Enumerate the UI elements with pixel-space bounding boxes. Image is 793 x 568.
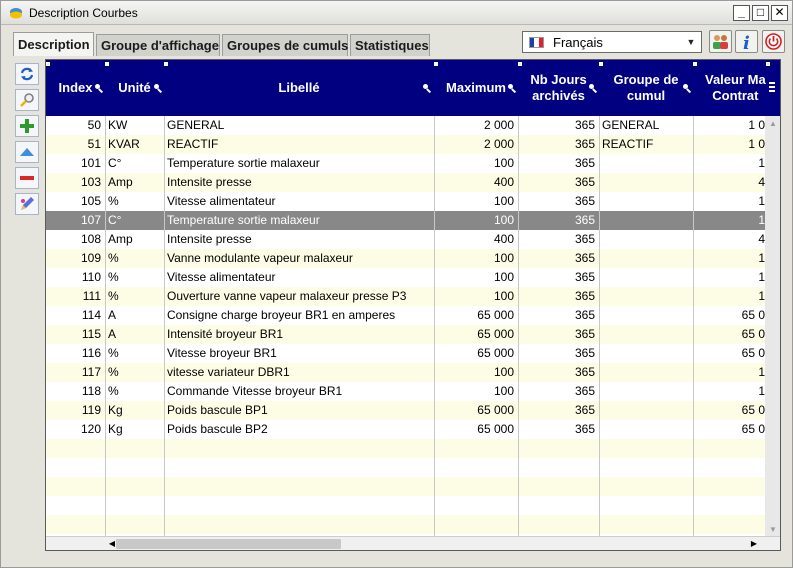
cell-maximum: 400 — [493, 232, 514, 246]
table-row[interactable] — [46, 135, 765, 154]
cell-libelle: Commande Vitesse broyeur BR1 — [167, 384, 343, 398]
chevron-down-icon[interactable]: ▼ — [686, 37, 696, 47]
table-row[interactable] — [46, 306, 765, 325]
col-header-nb-jours[interactable]: Nb Jours archivés — [530, 72, 587, 103]
cell-groupe — [602, 230, 691, 249]
move-up-icon — [19, 144, 35, 160]
cell-maximum: 400 — [493, 175, 514, 189]
column-divider — [693, 116, 694, 538]
move-up-button[interactable] — [15, 141, 39, 163]
table-row[interactable] — [46, 192, 765, 211]
empty-row — [46, 515, 765, 534]
cell-index: 117 — [81, 365, 101, 379]
minimize-button[interactable]: _ — [733, 5, 750, 21]
header-marker — [46, 62, 50, 66]
cell-maximum: 65 000 — [477, 308, 514, 322]
sort-index-icon[interactable] — [95, 84, 105, 94]
cell-groupe — [602, 268, 691, 287]
col-header-maximum[interactable]: Maximum — [446, 80, 506, 95]
cell-maximum: 100 — [493, 251, 514, 265]
cell-index: 51 — [87, 137, 101, 151]
refresh-icon — [19, 66, 35, 82]
cell-jours: 365 — [574, 308, 595, 322]
title-bar[interactable] — [1, 1, 792, 25]
svg-text:i: i — [743, 33, 750, 51]
cell-libelle: Intensite presse — [167, 232, 252, 246]
cell-valeur: 1 — [758, 194, 765, 208]
tab-description[interactable]: Description — [13, 32, 94, 56]
add-button[interactable] — [15, 115, 39, 137]
cell-unite: % — [108, 251, 119, 265]
cell-unite: KVAR — [108, 137, 140, 151]
cell-valeur: 1 — [758, 289, 765, 303]
cell-unite: Amp — [108, 175, 133, 189]
cell-valeur: 65 0 — [741, 422, 765, 436]
header-marker — [599, 62, 603, 66]
scroll-down-icon[interactable]: ▼ — [769, 525, 777, 534]
cell-index: 118 — [81, 384, 101, 398]
cell-valeur: 65 0 — [741, 308, 765, 322]
refresh-button[interactable] — [15, 63, 39, 85]
col-header-unite[interactable]: Unité — [118, 80, 151, 95]
cell-groupe — [602, 363, 691, 382]
search-icon — [19, 92, 35, 108]
users-button[interactable] — [709, 30, 732, 53]
table-row[interactable] — [46, 154, 765, 173]
france-flag-icon — [529, 37, 544, 48]
cell-jours: 365 — [574, 289, 595, 303]
cell-maximum: 100 — [493, 365, 514, 379]
table-row[interactable] — [46, 325, 765, 344]
cell-valeur: 1 — [758, 251, 765, 265]
cell-index: 107 — [80, 213, 101, 227]
cell-index: 109 — [80, 251, 101, 265]
cell-libelle: Poids bascule BP2 — [167, 422, 268, 436]
scroll-left-icon[interactable]: ◀ — [108, 539, 116, 548]
cell-unite: Kg — [108, 403, 123, 417]
cell-maximum: 100 — [493, 213, 514, 227]
table-row[interactable] — [46, 116, 765, 135]
cell-libelle: REACTIF — [167, 137, 219, 151]
cell-unite: % — [108, 346, 119, 360]
search-button[interactable] — [15, 89, 39, 111]
app-icon — [9, 7, 23, 19]
table-row[interactable] — [46, 230, 765, 249]
cell-jours: 365 — [574, 384, 595, 398]
cell-unite: % — [108, 384, 119, 398]
cell-libelle: Vitesse broyeur BR1 — [167, 346, 277, 360]
cell-valeur: 1 — [758, 213, 765, 227]
cell-jours: 365 — [574, 327, 595, 341]
cell-index: 111 — [82, 289, 101, 303]
table-row[interactable] — [46, 173, 765, 192]
sidebar-toolbar — [13, 61, 43, 551]
sort-nb-jours-icon[interactable] — [589, 84, 599, 94]
cell-libelle: Vitesse alimentateur — [167, 194, 276, 208]
table-row[interactable] — [46, 363, 765, 382]
col-header-valeur[interactable]: Valeur Ma Contrat — [705, 72, 766, 103]
table-row[interactable] — [46, 249, 765, 268]
cell-maximum: 65 000 — [477, 346, 514, 360]
header-marker — [518, 62, 522, 66]
cell-unite: % — [108, 270, 119, 284]
header-marker — [105, 62, 109, 66]
empty-row — [46, 496, 765, 515]
header-marker — [434, 62, 438, 66]
cell-jours: 365 — [574, 251, 595, 265]
cell-groupe — [602, 382, 691, 401]
cell-index: 110 — [81, 270, 101, 284]
curves-table — [45, 59, 781, 551]
header-marker — [766, 62, 770, 66]
language-value: Français — [553, 35, 603, 50]
horizontal-scrollbar[interactable] — [46, 536, 780, 551]
cell-maximum: 100 — [493, 384, 514, 398]
cell-groupe: GENERAL — [602, 118, 660, 132]
cell-libelle: Vitesse alimentateur — [167, 270, 276, 284]
tab-statistiques[interactable]: Statistiques — [350, 34, 430, 56]
scroll-up-icon[interactable]: ▲ — [769, 119, 777, 128]
cell-index: 114 — [81, 308, 101, 322]
table-row[interactable] — [46, 382, 765, 401]
cell-index: 108 — [80, 232, 101, 246]
add-icon — [19, 118, 35, 134]
cell-valeur: 4 — [758, 232, 765, 246]
cell-unite: Amp — [108, 232, 133, 246]
sort-libelle-icon[interactable] — [423, 84, 433, 94]
tab-groupes-cumuls[interactable]: Groupes de cumuls — [222, 34, 348, 56]
cell-groupe — [602, 173, 691, 192]
cell-libelle: Vanne modulante vapeur malaxeur — [167, 251, 353, 265]
cell-maximum: 65 000 — [477, 403, 514, 417]
info-icon — [737, 32, 756, 51]
cell-libelle: Consigne charge broyeur BR1 en amperes — [167, 308, 396, 322]
cell-unite: % — [108, 194, 119, 208]
sort-unite-icon[interactable] — [154, 84, 164, 94]
cell-libelle: GENERAL — [167, 118, 225, 132]
empty-row — [46, 458, 765, 477]
cell-jours: 365 — [574, 175, 595, 189]
cell-libelle: Temperature sortie malaxeur — [167, 213, 320, 227]
edit-button[interactable] — [15, 193, 39, 215]
cell-jours: 365 — [574, 194, 595, 208]
cell-groupe — [602, 306, 691, 325]
cell-unite: % — [108, 365, 119, 379]
horizontal-scroll-thumb[interactable] — [116, 539, 341, 549]
vertical-scrollbar[interactable] — [765, 116, 781, 538]
cell-index: 119 — [81, 403, 101, 417]
cell-maximum: 65 000 — [477, 422, 514, 436]
cell-libelle: Intensité broyeur BR1 — [167, 327, 284, 341]
cell-jours: 365 — [574, 232, 595, 246]
cell-index: 115 — [81, 327, 101, 341]
scroll-right-icon[interactable]: ▶ — [750, 539, 758, 548]
info-button[interactable] — [735, 30, 758, 53]
cell-index: 103 — [80, 175, 101, 189]
header-marker — [164, 62, 168, 66]
cell-jours: 365 — [574, 270, 595, 284]
cell-unite: C° — [108, 213, 122, 227]
cell-libelle: Temperature sortie malaxeur — [167, 156, 320, 170]
cell-valeur: 1 — [758, 156, 765, 170]
cell-groupe — [602, 401, 691, 420]
cell-unite: C° — [108, 156, 122, 170]
cell-unite: A — [108, 327, 117, 341]
cell-groupe: REACTIF — [602, 137, 654, 151]
table-row[interactable] — [46, 420, 765, 439]
power-button[interactable] — [762, 30, 785, 53]
cell-index: 116 — [81, 346, 101, 360]
cell-maximum: 100 — [493, 156, 514, 170]
cell-index: 120 — [80, 422, 101, 436]
remove-button[interactable] — [15, 167, 39, 189]
cell-unite: KW — [108, 118, 128, 132]
cell-unite: A — [108, 308, 117, 322]
cell-jours: 365 — [574, 213, 595, 227]
cell-maximum: 100 — [493, 194, 514, 208]
column-divider — [518, 116, 519, 538]
cell-valeur: 65 0 — [741, 327, 765, 341]
cell-libelle: vitesse variateur DBR1 — [167, 365, 290, 379]
cell-maximum: 65 000 — [477, 327, 514, 341]
cell-valeur: 65 0 — [741, 346, 765, 360]
cell-jours: 365 — [574, 365, 595, 379]
language-select[interactable] — [522, 31, 702, 53]
column-divider — [434, 116, 435, 538]
table-row[interactable] — [46, 287, 765, 306]
cell-jours: 365 — [574, 118, 595, 132]
table-row[interactable] — [46, 268, 765, 287]
cell-jours: 365 — [574, 156, 595, 170]
header-marker — [693, 62, 697, 66]
users-icon — [711, 32, 730, 51]
cell-groupe — [602, 249, 691, 268]
empty-row — [46, 477, 765, 496]
close-button[interactable]: ✕ — [771, 5, 788, 21]
table-row[interactable] — [46, 401, 765, 420]
cell-groupe — [602, 211, 691, 230]
cell-jours: 365 — [574, 422, 595, 436]
col-header-groupe[interactable]: Groupe de cumul — [613, 72, 679, 103]
cell-valeur: 1 0 — [748, 118, 765, 132]
cell-valeur: 1 0 — [748, 137, 765, 151]
cell-jours: 365 — [574, 137, 595, 151]
column-divider — [164, 116, 165, 538]
cell-unite: Kg — [108, 422, 123, 436]
table-row[interactable] — [46, 211, 765, 230]
cell-valeur: 1 — [758, 365, 765, 379]
cell-libelle: Ouverture vanne vapeur malaxeur presse P3 — [167, 289, 407, 303]
cell-groupe — [602, 344, 691, 363]
window-title: Description Courbes — [29, 6, 138, 20]
column-divider — [105, 116, 106, 538]
cell-valeur: 1 — [758, 270, 765, 284]
cell-libelle: Intensite presse — [167, 175, 252, 189]
maximize-button[interactable]: □ — [752, 5, 769, 21]
power-icon — [764, 32, 783, 51]
edit-icon — [19, 196, 35, 212]
cell-unite: % — [108, 289, 119, 303]
table-header — [46, 60, 780, 116]
col-header-libelle[interactable]: Libellé — [278, 80, 320, 95]
cell-groupe — [602, 325, 691, 344]
cell-maximum: 100 — [493, 270, 514, 284]
cell-index: 50 — [87, 118, 101, 132]
remove-icon — [19, 170, 35, 186]
column-divider — [599, 116, 600, 538]
cell-jours: 365 — [574, 403, 595, 417]
col-header-index[interactable]: Index — [58, 80, 93, 95]
cell-jours: 365 — [574, 346, 595, 360]
cell-index: 105 — [80, 194, 101, 208]
cell-valeur: 65 0 — [741, 403, 765, 417]
cell-maximum: 2 000 — [483, 137, 514, 151]
column-menu-icon[interactable] — [768, 82, 776, 92]
cell-groupe — [602, 192, 691, 211]
cell-index: 101 — [80, 156, 101, 170]
table-row[interactable] — [46, 344, 765, 363]
sort-maximum-icon[interactable] — [508, 84, 518, 94]
sort-groupe-icon[interactable] — [683, 84, 693, 94]
cell-maximum: 2 000 — [483, 118, 514, 132]
cell-valeur: 1 — [758, 384, 765, 398]
cell-groupe — [602, 287, 691, 306]
cell-groupe — [602, 420, 691, 439]
cell-groupe — [602, 154, 691, 173]
tab-groupe-affichage[interactable]: Groupe d'affichage — [96, 34, 220, 56]
cell-maximum: 100 — [493, 289, 514, 303]
empty-row — [46, 439, 765, 458]
cell-valeur: 4 — [758, 175, 765, 189]
cell-libelle: Poids bascule BP1 — [167, 403, 268, 417]
